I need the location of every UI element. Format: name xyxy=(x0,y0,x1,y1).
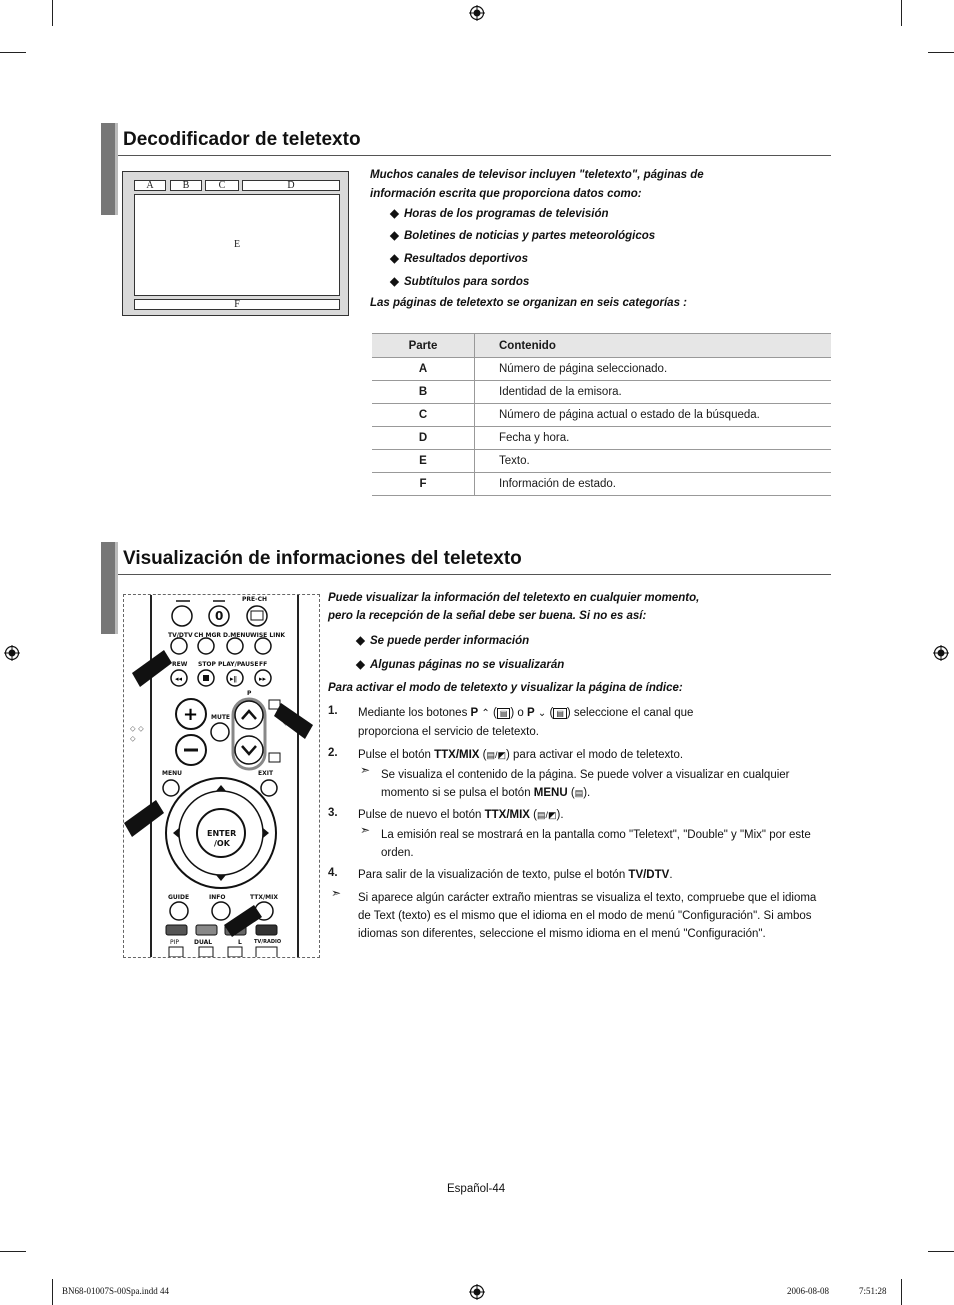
remote-label: GUIDE xyxy=(168,894,190,901)
diamond-bullet-icon: ◆ xyxy=(356,635,365,647)
registration-mark-icon xyxy=(933,645,949,661)
remote-label: ENTER xyxy=(207,829,237,838)
intro-line: Puede visualizar la información del teletexto en cualquier momento, xyxy=(328,592,700,604)
svg-text:⬦: ⬦ xyxy=(130,734,136,743)
intro-text xyxy=(370,166,704,204)
registration-mark-icon xyxy=(469,5,485,21)
crop-mark xyxy=(901,0,902,26)
intro-line: Muchos canales de televisor incluyen "teletexto", páginas de xyxy=(370,169,704,181)
menu-key-icon: ▤ xyxy=(574,788,584,798)
diamond-bullet-icon: ◆ xyxy=(390,208,399,220)
table-row xyxy=(372,404,831,427)
remote-buttons-icon xyxy=(124,595,320,958)
note-line: Se visualiza el contenido de la página. Se puede volver a visualizar en cualquier xyxy=(381,769,790,781)
diagram-label-b: B xyxy=(170,180,202,191)
remote-label: L xyxy=(238,939,242,946)
intro-text xyxy=(328,589,699,625)
step-number: 1. xyxy=(328,705,338,717)
text-run: P xyxy=(470,707,479,719)
table-cell: Fecha y hora. xyxy=(475,427,832,450)
remote-label: /OK xyxy=(214,839,230,848)
table-row xyxy=(372,473,831,496)
remote-label: TV/RADIO xyxy=(254,939,282,945)
registration-mark-icon xyxy=(469,1284,485,1300)
bullet-text: Algunas páginas no se visualizarán xyxy=(370,659,565,671)
activate-heading: Para activar el modo de teletexto y visualizar la página de índice: xyxy=(328,682,683,694)
text-run: TV/DTV xyxy=(628,869,670,881)
svg-text:◂◂: ◂◂ xyxy=(175,675,183,683)
step-text xyxy=(358,746,683,764)
note-text xyxy=(381,766,790,802)
remote-label: STOP xyxy=(198,661,216,668)
table-row xyxy=(372,427,831,450)
diagram-label-f: F xyxy=(134,299,340,310)
svg-text:▸▸: ▸▸ xyxy=(259,675,267,683)
down-circle-icon: ⌄ xyxy=(537,708,547,719)
teletext-layout-diagram xyxy=(122,171,349,316)
table-cell: Información de estado. xyxy=(475,473,832,496)
table-cell: B xyxy=(372,381,475,404)
remote-label: PIP xyxy=(170,939,180,946)
diamond-bullet-icon: ◆ xyxy=(390,276,399,288)
channel-down-key-icon: ▤ xyxy=(553,708,567,719)
remote-label: INFO xyxy=(209,894,226,901)
note-line: de Text (texto) es el mismo que el idioma en el modo de menú "Configuración". Si ambos xyxy=(358,910,812,922)
page-number: Español-44 xyxy=(447,1183,506,1195)
table-cell: D xyxy=(372,427,475,450)
step-text xyxy=(358,806,564,824)
remote-label: DUAL xyxy=(194,939,213,946)
note-line xyxy=(381,784,790,802)
bullet-text: Boletines de noticias y partes meteorológicos xyxy=(404,230,656,242)
footer-time: 7:51:28 xyxy=(859,1286,887,1296)
diagram-label-a: A xyxy=(134,180,166,191)
diagram-label-e: E xyxy=(233,239,241,250)
step-number: 2. xyxy=(328,747,338,759)
crop-mark xyxy=(928,52,954,53)
section-divider xyxy=(118,574,831,575)
step-number: 4. xyxy=(328,867,338,879)
channel-up-key-icon: ▤ xyxy=(497,708,511,719)
intro-line: pero la recepción de la señal debe ser buena. Si no es así: xyxy=(328,610,647,622)
up-circle-icon: ⌃ xyxy=(481,708,490,719)
teletext-parts-table xyxy=(372,333,831,496)
text-run: ( xyxy=(489,707,497,719)
note-text xyxy=(381,826,811,862)
bullet-item xyxy=(390,274,529,288)
step-text xyxy=(358,704,693,741)
intro-line: información escrita que proporciona datos como: xyxy=(370,188,642,200)
remote-label: PLAY/PAUSE xyxy=(218,661,259,668)
note-arrow-icon: ➣ xyxy=(360,763,371,777)
remote-label: REW xyxy=(172,661,188,668)
table-cell: A xyxy=(372,358,475,381)
table-cell: E xyxy=(372,450,475,473)
remote-label: TV/DTV xyxy=(168,632,193,639)
text-run: ) seleccione el canal que xyxy=(566,707,694,719)
footer-date: 2006-08-08 xyxy=(787,1286,829,1296)
section-title: Decodificador de teletexto xyxy=(123,129,361,150)
categories-text: Las páginas de teletexto se organizan en seis categorías : xyxy=(370,297,688,309)
diamond-bullet-icon: ◆ xyxy=(390,253,399,265)
text-run: Pulse de nuevo el botón xyxy=(358,809,485,821)
bullet-text: Se puede perder información xyxy=(370,635,530,647)
section-title: Visualización de informaciones del teletexto xyxy=(123,548,522,569)
bullet-item xyxy=(356,633,529,647)
svg-text:▸ǁ: ▸ǁ xyxy=(230,675,237,683)
remote-label: EXIT xyxy=(258,770,274,777)
text-run: ( xyxy=(546,707,554,719)
bullet-text: Resultados deportivos xyxy=(404,253,528,265)
bullet-text: Horas de los programas de televisión xyxy=(404,208,609,220)
table-header: Parte xyxy=(372,334,475,358)
step-text xyxy=(358,866,673,884)
text-run: momento si se pulsa el botón xyxy=(381,787,534,799)
table-header-row xyxy=(372,334,831,358)
bullet-item xyxy=(356,657,564,671)
text-run: Mediante los botones xyxy=(358,707,471,719)
final-note xyxy=(358,889,816,943)
diamond-bullet-icon: ◆ xyxy=(390,230,399,242)
remote-label: 0 xyxy=(215,609,224,623)
step-number: 3. xyxy=(328,807,338,819)
table-row xyxy=(372,450,831,473)
diamond-bullet-icon: ◆ xyxy=(356,659,365,671)
table-cell: C xyxy=(372,404,475,427)
note-line: Si aparece algún carácter extraño mientras se visualiza el texto, compruebe que el idioma xyxy=(358,892,817,904)
remote-label: TTX/MIX xyxy=(250,894,278,901)
crop-mark xyxy=(901,1279,902,1305)
note-arrow-icon: ➣ xyxy=(331,886,342,900)
footer-file: BN68-01007S-00Spa.indd 44 xyxy=(62,1286,170,1296)
remote-label: MENU xyxy=(162,770,182,777)
crop-mark xyxy=(0,52,26,53)
svg-text:⬦ ⬦: ⬦ ⬦ xyxy=(130,724,144,733)
section-accent-bar xyxy=(101,542,118,634)
text-run: . xyxy=(669,869,673,881)
remote-label: WISE LINK xyxy=(250,632,286,639)
text-run: Pulse el botón xyxy=(358,749,435,761)
crop-mark xyxy=(928,1251,954,1252)
text-run: Para salir de la visualización de texto, pulse el botón xyxy=(358,869,629,881)
bullet-item xyxy=(390,206,609,220)
diagram-label-c: C xyxy=(205,180,239,191)
ttx-mix-key-icon: ▤/◩ xyxy=(486,750,507,760)
bullet-item xyxy=(390,251,528,265)
svg-text:+: + xyxy=(183,704,199,725)
step-line xyxy=(358,704,693,723)
text-run: ). xyxy=(556,809,564,821)
text-run: ). xyxy=(583,787,591,799)
table-cell: Número de página seleccionado. xyxy=(475,358,832,381)
bullet-item xyxy=(390,228,655,242)
table-row xyxy=(372,358,831,381)
text-run: TTX/MIX xyxy=(434,749,480,761)
table-cell: Identidad de la emisora. xyxy=(475,381,832,404)
text-run: P xyxy=(527,707,535,719)
bullet-text: Subtítulos para sordos xyxy=(404,276,530,288)
table-cell: F xyxy=(372,473,475,496)
text-run: MENU xyxy=(533,787,568,799)
text-run: ( xyxy=(479,749,487,761)
step-line: proporciona el servicio de teletexto. xyxy=(358,726,539,738)
remote-label: CH MGR xyxy=(194,632,222,639)
ttx-mix-key-icon: ▤/◩ xyxy=(537,810,557,820)
crop-mark xyxy=(0,1251,26,1252)
text-run: ( xyxy=(529,809,538,821)
section-divider xyxy=(118,155,831,156)
remote-label: P xyxy=(247,690,252,697)
text-run: TTX/MIX xyxy=(484,809,530,821)
table-cell: Número de página actual o estado de la búsqueda. xyxy=(475,404,832,427)
section-accent-bar xyxy=(101,123,118,215)
note-arrow-icon: ➣ xyxy=(360,823,371,837)
note-line: idiomas son diferentes, seleccione el mismo idioma en el menú "Configuración". xyxy=(358,928,766,940)
diagram-label-d: D xyxy=(242,180,340,191)
text-run: ( xyxy=(567,787,575,799)
crop-mark xyxy=(52,0,53,26)
text-run: ) o xyxy=(510,707,528,719)
crop-mark xyxy=(52,1279,53,1305)
table-row xyxy=(372,381,831,404)
registration-mark-icon xyxy=(4,645,20,661)
table-cell: Texto. xyxy=(475,450,832,473)
table-header: Contenido xyxy=(475,334,832,358)
note-line: La emisión real se mostrará en la pantalla como "Teletext", "Double" y "Mix" por este xyxy=(381,829,811,841)
text-run: ) para activar el modo de teletexto. xyxy=(506,749,684,761)
remote-label: FF xyxy=(259,661,268,668)
remote-label: PRE-CH xyxy=(242,596,268,603)
note-line: orden. xyxy=(381,847,414,859)
remote-label: D.MENU xyxy=(223,632,251,639)
remote-control-illustration xyxy=(123,594,320,958)
diagram-text-area xyxy=(134,194,340,296)
remote-label: MUTE xyxy=(211,714,231,721)
